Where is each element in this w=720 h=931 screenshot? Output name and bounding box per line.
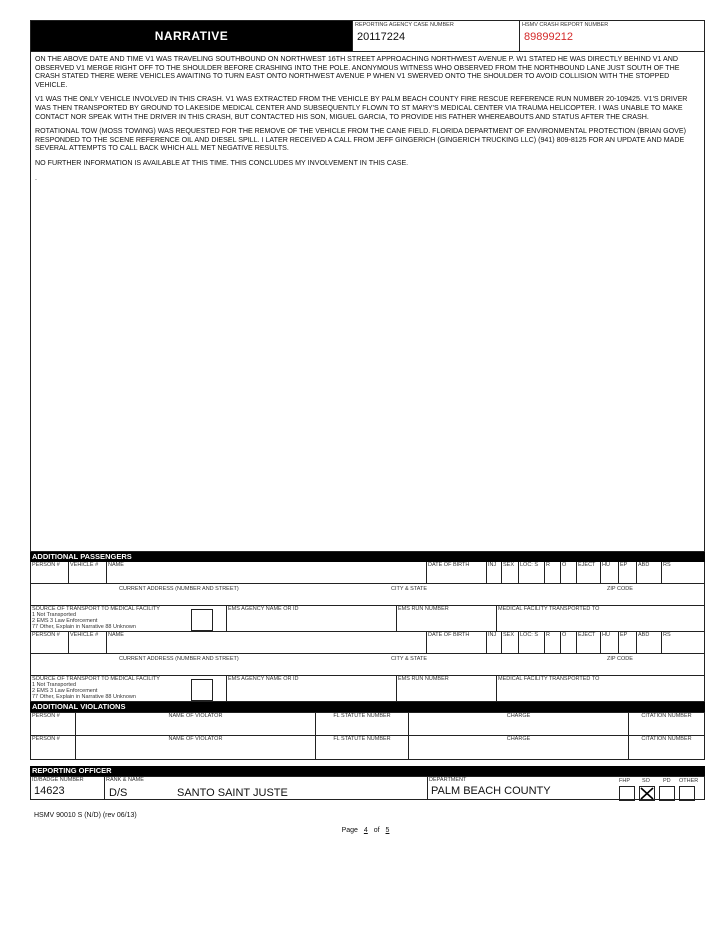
badge-cell: [31, 777, 104, 799]
abd-label: ABD: [636, 632, 661, 653]
rs-label: RS: [661, 562, 704, 583]
citation-label: CITATION NUMBER: [628, 736, 704, 759]
city-label: CITY & STATE: [391, 656, 428, 662]
department-cell: [427, 777, 607, 799]
name-label: NAME: [106, 562, 426, 583]
passenger-row: [30, 632, 705, 654]
department-label: DEPARTMENT: [429, 777, 467, 783]
loc-label: LOC: S: [518, 562, 544, 583]
address-row: [30, 584, 705, 606]
transport-row: [30, 676, 705, 702]
transport-option: 2 EMS 3 Law Enforcement: [32, 618, 98, 625]
page-number: 4: [363, 827, 368, 834]
dob-label: DATE OF BIRTH: [426, 562, 486, 583]
hsmv-number-label: HSMV CRASH REPORT NUMBER: [522, 22, 609, 28]
transport-option: 1 Not Transported: [32, 612, 77, 619]
transport-source-label: SOURCE OF TRANSPORT TO MEDICAL FACILITY: [32, 606, 160, 612]
dob-label: DATE OF BIRTH: [426, 632, 486, 653]
narrative-body: [30, 52, 705, 552]
inj-label: INJ: [486, 632, 501, 653]
officer-section-title: REPORTING OFFICER: [30, 766, 705, 776]
other-label: OTHER: [679, 778, 699, 784]
fhp-label: FHP: [619, 778, 630, 784]
inj-label: INJ: [486, 562, 501, 583]
page-word: Page: [341, 827, 358, 834]
agency-type-cell: [607, 777, 704, 799]
check-x-icon: [640, 787, 654, 800]
facility-label: MEDICAL FACILITY TRANSPORTED TO: [496, 606, 704, 631]
facility-label: MEDICAL FACILITY TRANSPORTED TO: [496, 676, 704, 701]
violation-row: [30, 736, 705, 760]
ems-agency-label: EMS AGENCY NAME OR ID: [226, 676, 396, 701]
charge-label: CHARGE: [408, 736, 628, 759]
hu-label: HU: [600, 562, 618, 583]
pd-label: PD: [663, 778, 671, 784]
vehicle-label: VEHICLE #: [68, 562, 106, 583]
case-number-value: 20117224: [357, 31, 406, 44]
narrative-paragraph: V1 WAS THE ONLY VEHICLE INVOLVED IN THIS CRASH. V1 WAS EXTRACTED FROM THE VEHICLE BY PALM BEACH COUNTY FIRE RESCUE REFERENCE RUN NUMBER 20-109425. V1'S DRIVER WAS THEN TRANSPORTED BY GROUND TO LAKESIDE MEDICAL CENTER AND SUBSEQUENTLY FLOWN TO ST MARY'S MEDICAL CENTER VIA TRAUMA HELICOPTER. I WAS UNABLE TO MAKE CONTACT NOR SPEAK WITH THE DRIVER IN THIS CRASH, BUT CONTACTED HIS SON, MIGUEL GARCIA, TO PROVIDE HIS FATHER WHEREABOUTS AND STATUS AFTER THE CRASH.: [35, 95, 688, 121]
sex-label: SEX: [501, 632, 518, 653]
ems-run-label: EMS RUN NUMBER: [396, 606, 496, 631]
person-label: PERSON #: [32, 562, 60, 568]
violator-name-label: NAME OF VIOLATOR: [75, 713, 315, 735]
passenger-block: [30, 632, 705, 702]
vehicle-label: VEHICLE #: [68, 632, 106, 653]
violations-section-title: ADDITIONAL VIOLATIONS: [30, 702, 705, 712]
narrative-paragraph: .: [35, 173, 37, 182]
rs-label: RS: [661, 632, 704, 653]
zip-label: ZIP CODE: [607, 656, 633, 662]
violation-row: [30, 712, 705, 736]
pd-checkbox[interactable]: [659, 786, 675, 801]
case-number-label: REPORTING AGENCY CASE NUMBER: [355, 22, 454, 28]
statute-label: FL STATUTE NUMBER: [315, 713, 408, 735]
passenger-block: [30, 562, 705, 632]
name-label: NAME: [106, 632, 426, 653]
so-checkbox[interactable]: [639, 786, 655, 801]
transport-code-box[interactable]: [191, 609, 213, 631]
address-label: CURRENT ADDRESS (NUMBER AND STREET): [119, 656, 239, 662]
officer-name-value: SANTO SAINT JUSTE: [177, 787, 288, 799]
eject-label: EJECT: [576, 562, 600, 583]
transport-source-cell: [31, 606, 226, 631]
transport-row: [30, 606, 705, 632]
narrative-title: NARRATIVE: [31, 21, 352, 51]
address-row: [30, 654, 705, 676]
transport-code-box[interactable]: [191, 679, 213, 701]
o-label: O: [560, 562, 576, 583]
form-id: HSMV 90010 S (N/D) (rev 06/13): [34, 812, 137, 819]
rank-name-cell: [104, 777, 427, 799]
passenger-row: [30, 562, 705, 584]
o-label: O: [560, 632, 576, 653]
eject-label: EJECT: [576, 632, 600, 653]
narrative-header: [30, 20, 705, 52]
charge-label: CHARGE: [408, 713, 628, 735]
page-indicator: [30, 827, 705, 834]
transport-source-label: SOURCE OF TRANSPORT TO MEDICAL FACILITY: [32, 676, 160, 682]
other-checkbox[interactable]: [679, 786, 695, 801]
violation-person-label: PERSON #: [32, 736, 60, 742]
sex-label: SEX: [501, 562, 518, 583]
hsmv-number-cell: [519, 21, 704, 51]
ep-label: EP: [618, 632, 636, 653]
officer-row: [30, 776, 705, 800]
city-label: CITY & STATE: [391, 586, 428, 592]
statute-label: FL STATUTE NUMBER: [315, 736, 408, 759]
badge-value: 14623: [34, 785, 65, 798]
narrative-paragraph: ON THE ABOVE DATE AND TIME V1 WAS TRAVELING SOUTHBOUND ON NORTHWEST 16TH STREET APPROACHING NORTHWEST AVENUE P. W1 STATED HE WAS DIRECTLY BEHIND V1 AND OBSERVED V1 MERGE RIGHT OFF TO THE SHOULDER BEFORE CRASHING INTO THE POLE. ANONYMOUS WITNESS WHO OBSERVED FROM THE NORTHBOUND LANE JUST SOUTH OF THE CRASH STATED THERE WERE VEHICLES AWAITING TO TURN EAST ONTO NORTHWEST AVENUE P WHEN V1 SWERVED ONTO THE SHOULDER TO AVOID COLLISION WITH THE STOPPED VEHICLE.: [35, 55, 680, 89]
hsmv-number-value: 89899212: [524, 31, 573, 44]
badge-label: ID/BADGE NUMBER: [32, 777, 84, 783]
r-label: R: [544, 562, 560, 583]
address-label: CURRENT ADDRESS (NUMBER AND STREET): [119, 586, 239, 592]
citation-label: CITATION NUMBER: [628, 713, 704, 735]
zip-label: ZIP CODE: [607, 586, 633, 592]
abd-label: ABD: [636, 562, 661, 583]
ems-agency-label: EMS AGENCY NAME OR ID: [226, 606, 396, 631]
narrative-paragraph: NO FURTHER INFORMATION IS AVAILABLE AT THIS TIME. THIS CONCLUDES MY INVOLVEMENT IN THIS CASE.: [35, 158, 409, 167]
of-word: of: [373, 827, 380, 834]
ep-label: EP: [618, 562, 636, 583]
case-number-cell: [352, 21, 519, 51]
narrative-paragraph: ROTATIONAL TOW (MOSS TOWING) WAS REQUESTED FOR THE REMOVE OF THE VEHICLE FROM THE CANE FIELD. FLORIDA DEPARTMENT OF ENVIRONMENTAL PROTECTION (BRIAN GOVE) RESPONDED TO THE SCENE REFERENCE OIL AND DIESEL SPILL. I LATER RECEIVED A CALL FROM JEFF GINGERICH (GINGERICH TRUCKING LLC) (941) 809-8125 FOR AN UPDATE AND MADE SEVERAL ATTEMPTS TO CALL BACK WHICH ALL MET NEGATIVE RESULTS.: [35, 127, 686, 153]
transport-option: 1 Not Transported: [32, 682, 77, 689]
r-label: R: [544, 632, 560, 653]
crash-report-form: [30, 20, 705, 834]
page-total: 5: [385, 827, 390, 834]
transport-option: 77 Other, Explain in Narrative 88 Unknown: [32, 624, 136, 631]
violation-person-label: PERSON #: [32, 713, 60, 719]
fhp-checkbox[interactable]: [619, 786, 635, 801]
transport-option: 2 EMS 3 Law Enforcement: [32, 688, 98, 695]
violator-name-label: NAME OF VIOLATOR: [75, 736, 315, 759]
ems-run-label: EMS RUN NUMBER: [396, 676, 496, 701]
passengers-section-title: ADDITIONAL PASSENGERS: [30, 552, 705, 562]
department-value: PALM BEACH COUNTY: [431, 785, 551, 798]
transport-option: 77 Other, Explain in Narrative 88 Unknown: [32, 694, 136, 701]
transport-source-cell: [31, 676, 226, 701]
so-label: SO: [642, 778, 650, 784]
rank-value: D/S: [109, 787, 128, 799]
rank-name-label: RANK & NAME: [106, 777, 144, 783]
person-label: PERSON #: [32, 632, 60, 638]
loc-label: LOC: S: [518, 632, 544, 653]
hu-label: HU: [600, 632, 618, 653]
